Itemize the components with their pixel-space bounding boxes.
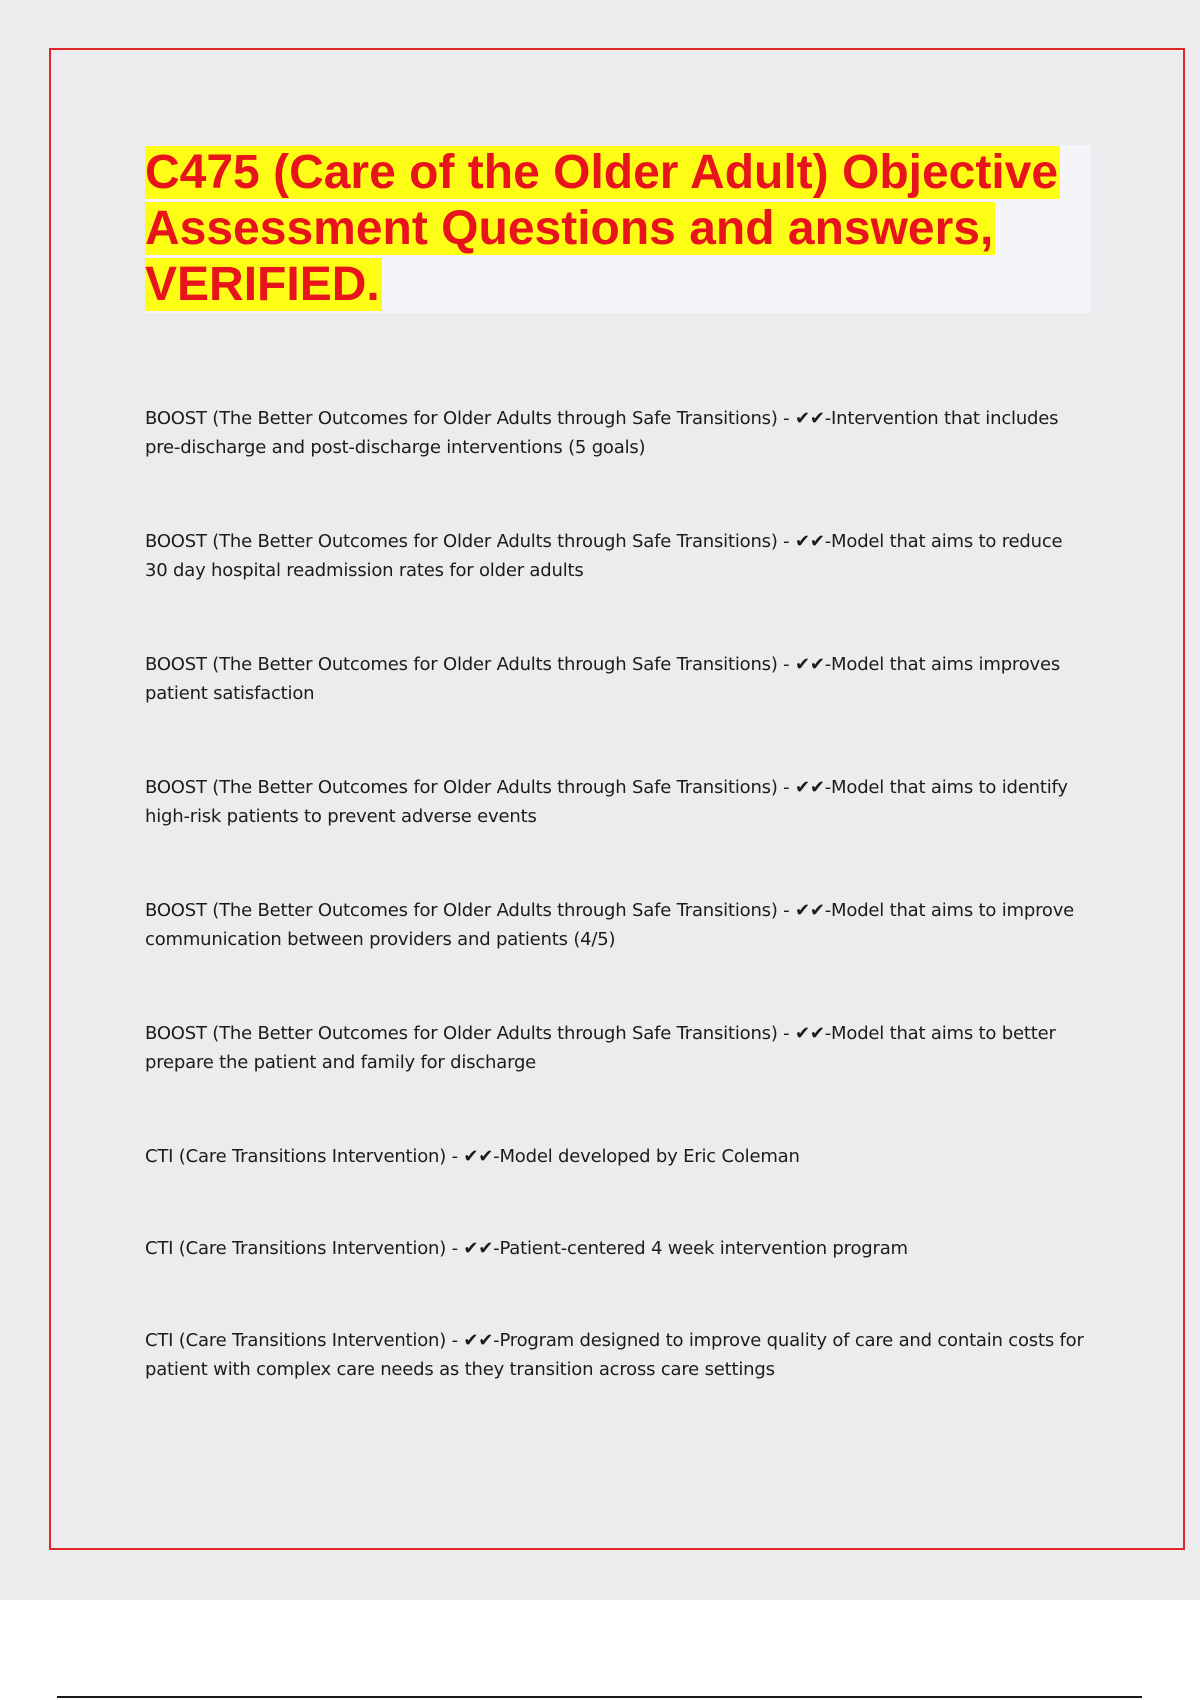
title-line-2: Assessment Questions and answers, [145,202,994,255]
title-line-1: C475 (Care of the Older Adult) Objective [145,146,1059,199]
qa-item: BOOST (The Better Outcomes for Older Adults through Safe Transitions) - ✔✔-Intervention that includes pre-discharge and post-discharge interventions (5 goals) [145,408,1059,458]
title-line-3: VERIFIED. [145,258,380,311]
qa-item: CTI (Care Transitions Intervention) - ✔✔-Patient-centered 4 week intervention program [145,1238,908,1259]
qa-list [145,404,1090,1449]
qa-item: BOOST (The Better Outcomes for Older Adults through Safe Transitions) - ✔✔-Model that aims to identify high-risk patients to prevent adverse events [145,777,1068,827]
qa-item: CTI (Care Transitions Intervention) - ✔✔-Program designed to improve quality of care and contain costs for patient with complex care needs as they transition across care settings [145,1330,1084,1380]
qa-item: BOOST (The Better Outcomes for Older Adults through Safe Transitions) - ✔✔-Model that aims improves patient satisfaction [145,654,1061,704]
qa-item: BOOST (The Better Outcomes for Older Adults through Safe Transitions) - ✔✔-Model that aims to reduce 30 day hospital readmission rates for older adults [145,531,1063,581]
page-divider-line [57,1696,1142,1698]
document-title [145,145,1091,313]
qa-item: BOOST (The Better Outcomes for Older Adults through Safe Transitions) - ✔✔-Model that aims to better prepare the patient and family for discharge [145,1023,1056,1073]
qa-item: CTI (Care Transitions Intervention) - ✔✔-Model developed by Eric Coleman [145,1146,800,1167]
qa-item: BOOST (The Better Outcomes for Older Adults through Safe Transitions) - ✔✔-Model that aims to improve communication between providers and patients (4/5) [145,900,1075,950]
